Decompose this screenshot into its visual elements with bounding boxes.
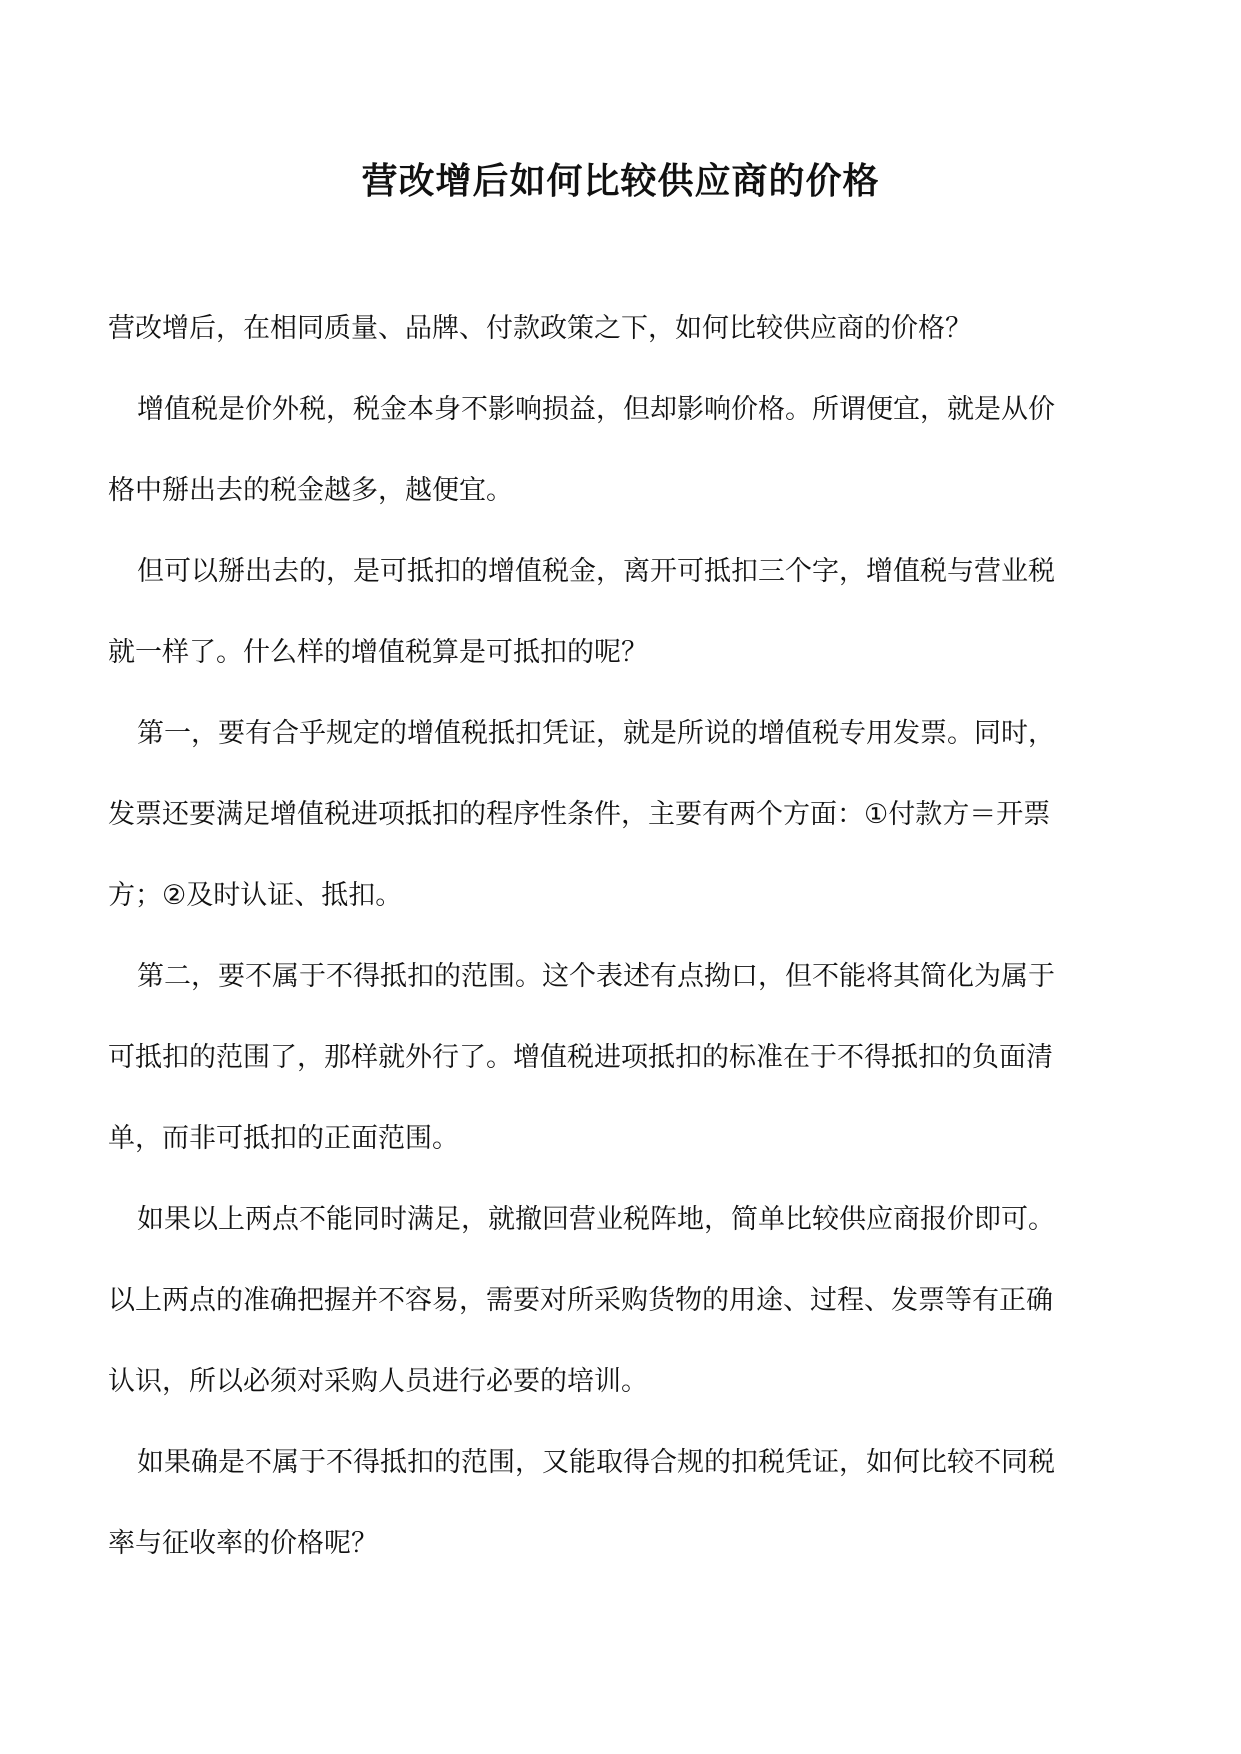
body-line: 率与征收率的价格呢？ bbox=[108, 1528, 378, 1559]
body-line: 第一，要有合乎规定的增值税抵扣凭证，就是所说的增值税专用发票。同时， bbox=[137, 718, 1055, 749]
body-line: 认识，所以必须对采购人员进行必要的培训。 bbox=[108, 1366, 648, 1397]
body-line: 单，而非可抵扣的正面范围。 bbox=[108, 1123, 459, 1154]
body-line: 如果以上两点不能同时满足，就撤回营业税阵地，简单比较供应商报价即可。 bbox=[137, 1204, 1055, 1235]
body-line: 营改增后，在相同质量、品牌、付款政策之下，如何比较供应商的价格？ bbox=[108, 313, 972, 344]
body-line: 格中掰出去的税金越多，越便宜。 bbox=[108, 475, 513, 506]
document-body bbox=[108, 288, 1138, 1584]
body-line: 可抵扣的范围了，那样就外行了。增值税进项抵扣的标准在于不得抵扣的负面清 bbox=[108, 1042, 1053, 1073]
page-title: 营改增后如何比较供应商的价格 bbox=[361, 161, 880, 202]
body-line: 增值税是价外税，税金本身不影响损益，但却影响价格。所谓便宜，就是从价 bbox=[137, 394, 1055, 425]
body-line: 但可以掰出去的，是可抵扣的增值税金，离开可抵扣三个字，增值税与营业税 bbox=[137, 556, 1055, 587]
body-line: 方；②及时认证、抵扣。 bbox=[108, 880, 403, 911]
body-line: 如果确是不属于不得抵扣的范围，又能取得合规的扣税凭证，如何比较不同税 bbox=[137, 1447, 1055, 1478]
body-line: 以上两点的准确把握并不容易，需要对所采购货物的用途、过程、发票等有正确 bbox=[108, 1285, 1053, 1316]
body-line: 发票还要满足增值税进项抵扣的程序性条件，主要有两个方面：①付款方＝开票 bbox=[108, 799, 1051, 830]
body-line: 就一样了。什么样的增值税算是可抵扣的呢？ bbox=[108, 637, 648, 668]
body-line: 第二，要不属于不得抵扣的范围。这个表述有点拗口，但不能将其简化为属于 bbox=[137, 961, 1055, 992]
